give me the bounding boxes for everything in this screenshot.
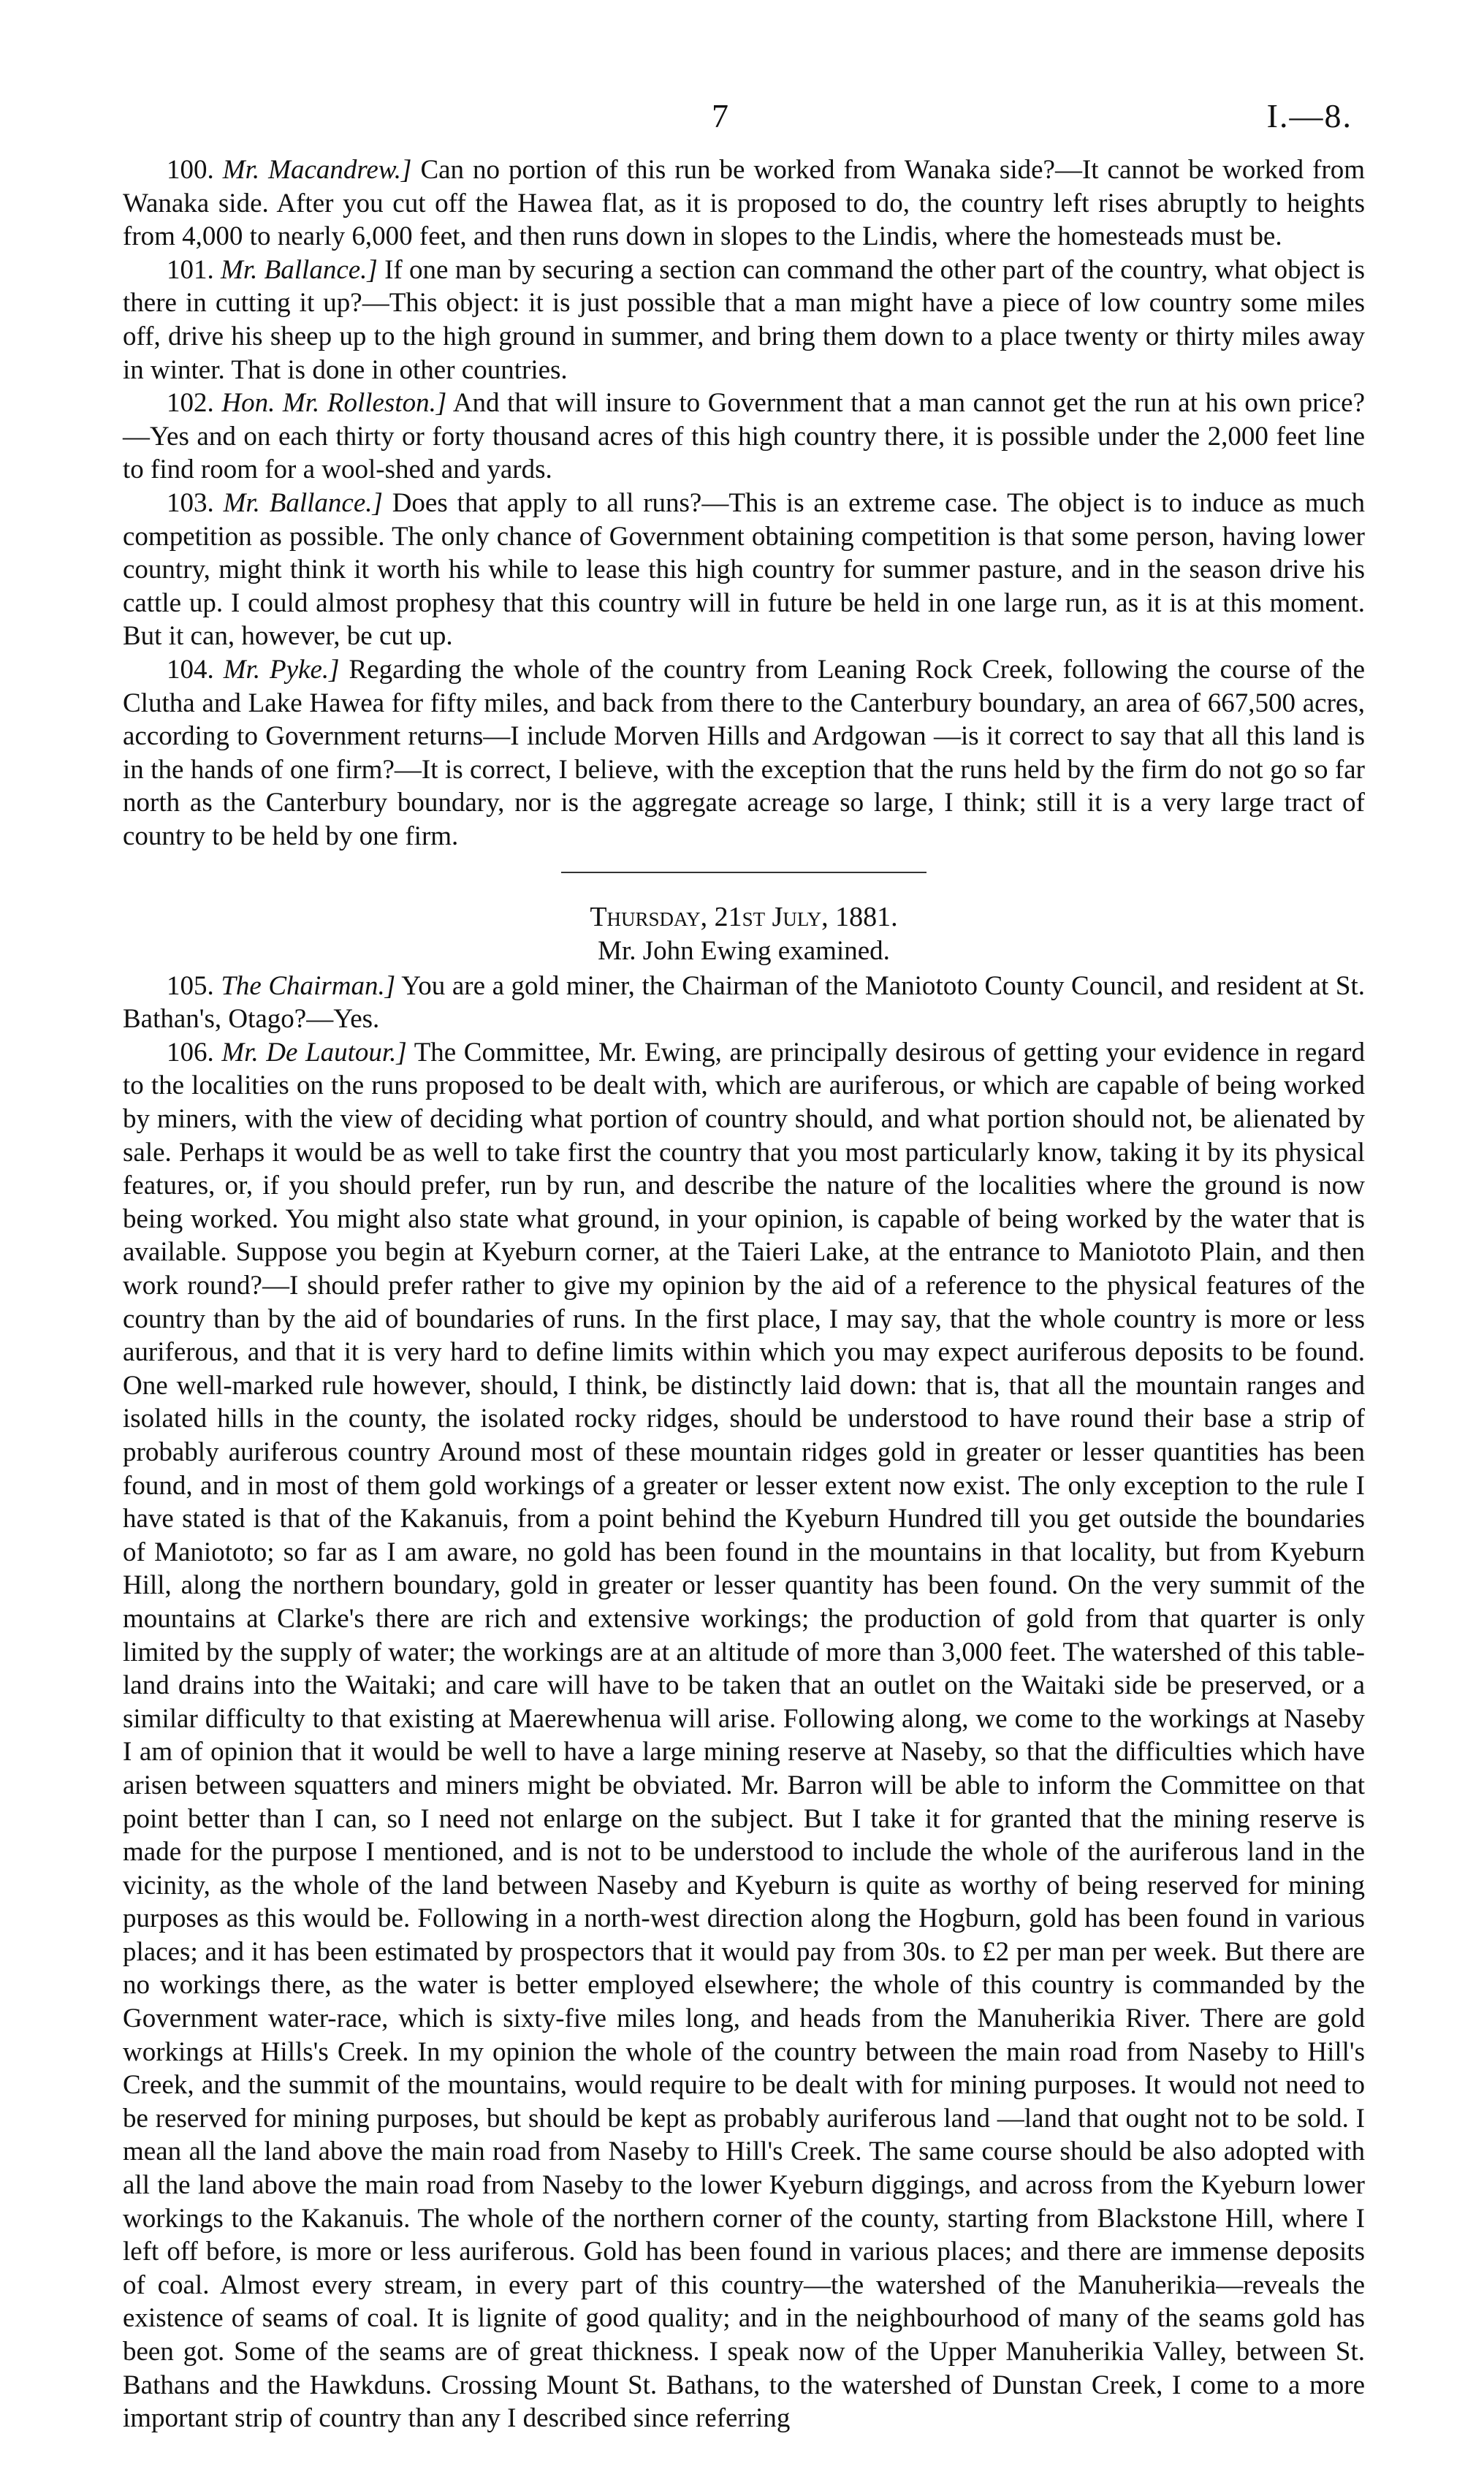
section-divider <box>561 872 926 873</box>
question-paragraph <box>123 653 1365 853</box>
question-paragraph <box>123 1036 1365 2435</box>
page-number: 7 <box>712 97 728 134</box>
speaker: Mr. Ballance.] <box>221 254 378 285</box>
speaker: Mr. De Lautour.] <box>221 1037 407 1068</box>
question-number: 104. <box>167 654 214 685</box>
paragraph-text: You are a gold miner, the Chairman of the Maniototo County Council, and resident at St. Bathan's, Otago?—Yes. <box>123 970 1365 1035</box>
question-paragraph <box>123 487 1365 653</box>
paragraph-text: If one man by securing a section can command the other part of the country, what object is there in cutting it up?—This object: it is just possible that a man might have a piece of low country some miles off, drive his sheep up to the high ground in summer, and bring them down to a place twenty or thirty miles away in winter. That is done in other countries. <box>123 254 1365 385</box>
speaker: The Chairman.] <box>221 970 396 1001</box>
session-date: Thursday, 21st July, 1881. <box>590 902 898 933</box>
document-body <box>123 153 1365 2435</box>
question-number: 101. <box>167 254 214 285</box>
question-paragraph <box>123 153 1365 254</box>
question-number: 103. <box>167 487 214 518</box>
question-number: 106. <box>167 1037 214 1068</box>
question-paragraph <box>123 387 1365 487</box>
speaker: Hon. Mr. Rolleston.] <box>221 388 447 419</box>
paragraph-text: Can no portion of this run be worked from Wanaka side?—It cannot be worked from Wanaka side. After you cut off the Hawea flat, as it is proposed to do, the country left rises abruptly to heights from 4,000 to nearly 6,000 feet, and then runs down in slopes to the Lindis, where the homesteads must be. <box>123 155 1366 252</box>
paragraph-text: The Committee, Mr. Ewing, are principally desirous of getting your evidence in regard to the localities on the runs proposed to be dealt with, which are auriferous, or which are capable of being worked by miners, with the view of deciding what portion of country should, and what portion should not, be alienated by sale. Perhaps it would be as well to take first the country that you most particularly know, taking it by its physical features, or, if you should prefer, run by run, and describe the nature of the localities where the ground is now being worked. You might also state what ground, in your opinion, is capable of being worked by the water that is available. Suppose you begin at Kyeburn corner, at the Taieri Lake, at the entrance to Maniototo Plain, and then work round?—I should prefer rather to give my opinion by the aid of a reference to the physical features of the country than by the aid of boundaries of runs. In the first place, I may say, that the whole country is more or less auriferous, and that it is very hard to define limits within which you may expect auriferous deposits to be found. One well-marked rule however, should, I think, be distinctly laid down: that is, that all the mountain ranges and isolated hills in the county, the isolated rocky ridges, should be understood to have round their base a strip of probably auriferous country Around most of these mountain ridges gold in greater or lesser quantities has been found, and in most of them gold workings of a greater or lesser extent now exist. The only exception to the rule I have stated is that of the Kakanuis, from a point behind the Kyeburn Hundred till you get outside the boundaries of Maniototo; so far as I am aware, no gold has been found in the mountains in that locality, but from Kyeburn Hill, along the northern boundary, gold in greater or lesser quantity has been found. On the very summit of the mountains at Clarke's there are rich and extensive workings; the production of gold from that quarter is only limited by the supply of water; the workings are at an altitude of more than 3,000 feet. The watershed of this table-land drains into the Waitaki; and care will have to be taken that an outlet on the Waitaki side be preserved, or a similar difficulty to that existing at Maerewhenua will arise. Following along, we come to the workings at Naseby I am of opinion that it would be well to have a large mining reserve at Naseby, so that the difficulties which have arisen between squatters and miners might be obviated. Mr. Barron will be able to inform the Committee on that point better than I can, so I need not enlarge on the subject. But I take it for granted that the mining reserve is made for the purpose I mentioned, and is not to be understood to include the whole of the auriferous land in the vicinity, as the whole of the land between Naseby and Kyeburn is quite as worthy of being reserved for mining purposes as this would be. Following in a north-west direction along the Hogburn, gold has been found in various places; and it has been estimated by prospectors that it would pay from 30s. to £2 per man per week. But there are no workings there, as the water is better employed elsewhere; the whole of this country is commanded by the Government water-race, which is sixty-five miles long, and heads from the Manuherikia River. There are gold workings at Hills's Creek. In my opinion the whole of the country between the main road from Naseby to Hill's Creek, and the summit of the mountains, would require to be dealt with for mining purposes. It would not need to be reserved for mining purposes, but should be kept as probably auriferous land —land that ought not to be sold. I mean all the land above the main road from Naseby to Hill's Creek. The same course should be also adopted with all the land above the main road from Naseby to the lower Kyeburn diggings, and across from the Kyeburn lower workings to the Kakanuis. The whole of the northern corner of the county, starting from Blackstone Hill, where I left off before, is more or less auriferous. Gold has been found in various places; and there are immense deposits of coal. Almost every stream, in every part of this country—the watershed of the Manuherikia—reveals the existence of seams of coal. It is lignite of good quality; and in the neighbourhood of many of the seams gold has been got. Some of the seams are of great thickness. I speak now of the Upper Manuherikia Valley, between St. Bathans and the Hawkduns. Crossing Mount St. Bathans, to the watershed of Dunstan Creek, I come to a more important strip of country than any I described since referring <box>123 1037 1365 2434</box>
question-number: 100. <box>167 155 214 185</box>
speaker: Mr. Pyke.] <box>223 654 340 685</box>
question-number: 105. <box>167 970 214 1001</box>
question-paragraph <box>123 254 1365 387</box>
speaker: Mr. Macandrew.] <box>222 155 412 185</box>
question-number: 102. <box>167 388 214 419</box>
witness-heading: Mr. John Ewing examined. <box>598 936 890 967</box>
paragraph-text: And that will insure to Government that a man cannot get the run at his own price?—Yes and on each thirty or forty thousand acres of this high country there, it is possible under the 2,000 feet line to find room for a wool-shed and yards. <box>123 388 1365 485</box>
document-reference: I.—8. <box>1266 97 1352 134</box>
question-paragraph <box>123 970 1365 1036</box>
page-header <box>0 96 1484 140</box>
paragraph-text: Does that apply to all runs?—This is an extreme case. The object is to induce as much competition as possible. The only chance of Government obtaining competition is that some person, having lower country, might think it worth his while to lease this high country for summer pasture, and in the season drive his cattle up. I could almost prophesy that this country will in future be held in one large run, as it is at this moment. But it can, however, be cut up. <box>123 487 1365 652</box>
speaker: Mr. Ballance.] <box>223 487 383 518</box>
paragraph-text: Regarding the whole of the country from Leaning Rock Creek, following the course of the Clutha and Lake Hawea for fifty miles, and back from there to the Canterbury boundary, an area of 667,500 acres, according to Government returns—I include Morven Hills and Ardgowan —is it correct to say that all this land is in the hands of one firm?—It is correct, I believe, with the exception that the runs held by the firm do not go so far north as the Canterbury boundary, nor is the aggregate acreage so large, I think; still it is a very large tract of country to be held by one firm. <box>123 654 1366 851</box>
